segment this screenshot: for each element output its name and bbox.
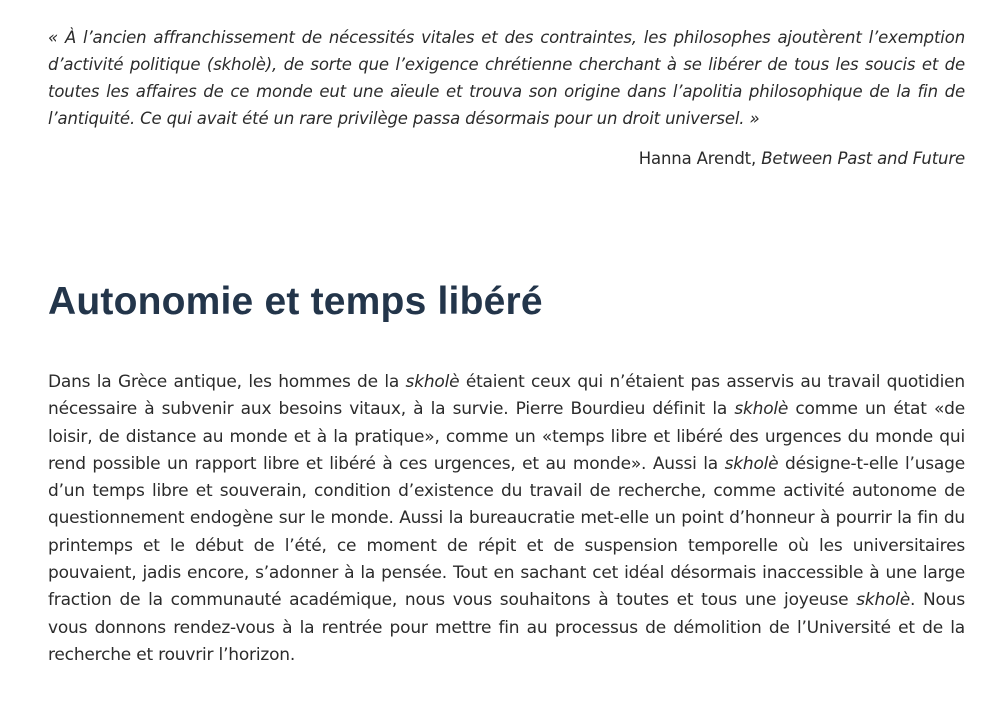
quote-text: À l’ancien affranchissement de nécessités vitales et des contraintes, les philosophes ajoutèrent l’exemption d’activité politique (skholè), de sorte que l’exigence chrétienne cherchant à se libérer de tous les soucis et de toutes les affaires de ce monde eut une aïeule et trouva son origine dans l’apolitia philosophique de la fin de l’antiquité. Ce qui avait été un rare privilège passa désormais pour un droit universel.: [48, 28, 965, 128]
paragraph-segment: étaient ceux qui n’étaient pas asservis au travail quotidien nécessaire à subvenir aux besoins vitaux, à la survie. Pierre Bourdieu définit la: [48, 372, 965, 420]
paragraph-segment: . Nous vous donnons rendez-vous à la rentrée pour mettre fin au processus de démolition de l’Université et de la recherche et rouvrir l’horizon.: [48, 590, 965, 665]
paragraph-segment-italic: skholè: [734, 399, 789, 420]
section-title: Autonomie et temps libéré: [48, 280, 543, 323]
body-paragraph: [48, 369, 965, 669]
epigraph-quote: [48, 24, 965, 132]
paragraph-segment-italic: skholè: [724, 453, 779, 474]
paragraph-segment: désigne-t-elle l’usage d’un temps libre et souverain, condition d’existence du travail de recherche, comme activité autonome de questionnement endogène sur le monde. Aussi la bureaucratie met-elle un point d’honneur à pourrir la fin du printemps et le début de l’été, ce moment de répit et de suspension temporelle où les universitaires pouvaient, jadis encore, s’adonner à la pensée. Tout en sachant cet idéal désormais inaccessible à une large fraction de la communauté académique, nous vous souhaitons à toutes et tous une joyeuse: [48, 453, 965, 611]
attribution-work: Between Past and Future: [761, 149, 965, 168]
quote-close-mark: »: [744, 109, 760, 128]
page-content: [48, 0, 965, 665]
paragraph-segment: Dans la Grèce antique, les hommes de la: [48, 372, 406, 392]
paragraph-segment-italic: skholè: [856, 590, 911, 611]
quote-attribution: [48, 148, 965, 170]
paragraph-segment: comme un état «de loisir, de distance au monde et à la pratique», comme un «temps libre et libéré des urgences du monde qui rend possible un rapport libre et libéré à ces urgences, et au monde». Aussi la: [48, 399, 965, 474]
quote-open-mark: «: [48, 28, 65, 47]
paragraph-segment-italic: skholè: [405, 372, 460, 392]
attribution-author: Hanna Arendt,: [638, 149, 762, 168]
